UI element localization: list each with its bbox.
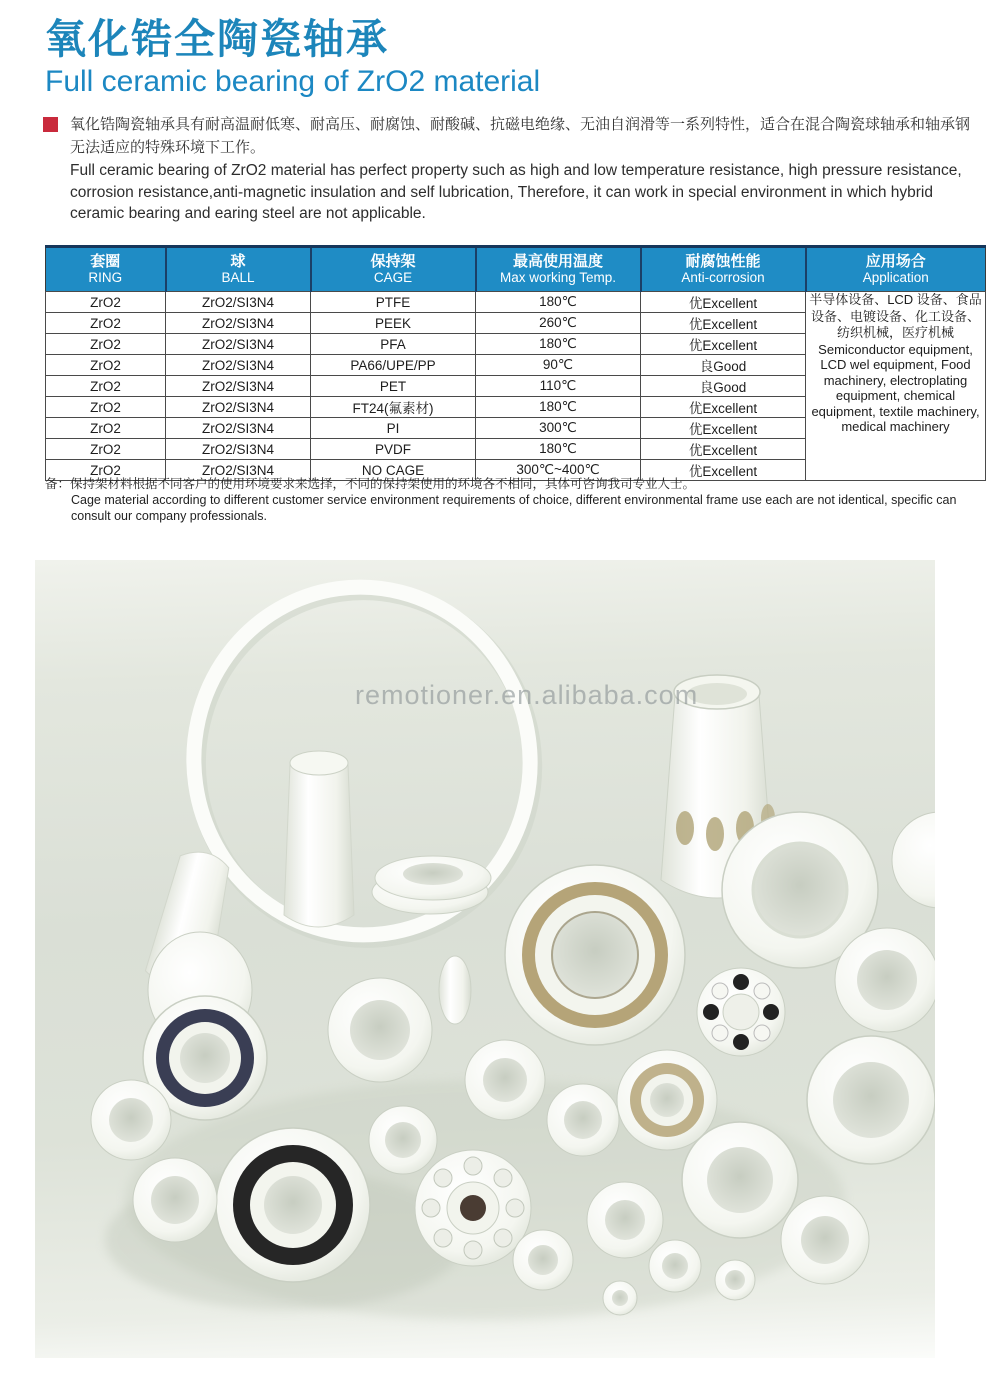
table-cell: 300℃ bbox=[476, 418, 641, 439]
column-header: 套圈 RING bbox=[46, 247, 166, 292]
spec-table-wrap bbox=[45, 245, 985, 481]
table-cell: 优Excellent bbox=[641, 418, 806, 439]
table-cell: ZrO2/SI3N4 bbox=[166, 355, 311, 376]
table-cell: ZrO2 bbox=[46, 460, 166, 481]
column-header: 保持架 CAGE bbox=[311, 247, 476, 292]
table-cell: PET bbox=[311, 376, 476, 397]
table-cell: ZrO2 bbox=[46, 397, 166, 418]
table-cell: ZrO2/SI3N4 bbox=[166, 334, 311, 355]
table-cell: 优Excellent bbox=[641, 292, 806, 313]
table-cell: 优Excellent bbox=[641, 439, 806, 460]
table-cell: 90℃ bbox=[476, 355, 641, 376]
red-square-bullet-icon bbox=[43, 117, 58, 132]
table-cell: 良Good bbox=[641, 376, 806, 397]
table-cell: 良Good bbox=[641, 355, 806, 376]
table-header-row bbox=[46, 247, 986, 292]
page-title-zh: 氧化锆全陶瓷轴承 bbox=[45, 16, 389, 62]
intro-text-en: Full ceramic bearing of ZrO2 material has perfect property such as high and low temperature resistance, high pressure resistance, corrosion resistance,anti-magnetic insulation and self lubrication, Therefore, it can work in special environment in which hybrid ceramic bearing and earing steel are not applicable. bbox=[70, 162, 962, 222]
spec-table bbox=[45, 245, 986, 481]
table-cell: ZrO2/SI3N4 bbox=[166, 376, 311, 397]
table-cell: ZrO2 bbox=[46, 292, 166, 313]
product-photo bbox=[35, 560, 935, 1358]
table-cell: 优Excellent bbox=[641, 397, 806, 418]
table-cell: 300℃~400℃ bbox=[476, 460, 641, 481]
table-cell: 优Excellent bbox=[641, 334, 806, 355]
intro-text-zh: 氧化锆陶瓷轴承具有耐高温耐低寒、耐高压、耐腐蚀、耐酸碱、抗磁电绝缘、无油自润滑等一系列特性，适合在混合陶瓷球轴承和轴承钢无法适应的特殊环境下工作。 bbox=[70, 116, 971, 156]
table-cell: 180℃ bbox=[476, 292, 641, 313]
table-cell: 优Excellent bbox=[641, 313, 806, 334]
intro-block bbox=[43, 113, 978, 225]
table-cell: ZrO2/SI3N4 bbox=[166, 313, 311, 334]
table-cell: PTFE bbox=[311, 292, 476, 313]
column-header: 球 BALL bbox=[166, 247, 311, 292]
table-cell: 180℃ bbox=[476, 334, 641, 355]
table-cell: ZrO2 bbox=[46, 313, 166, 334]
table-cell: ZrO2/SI3N4 bbox=[166, 439, 311, 460]
table-cell: ZrO2/SI3N4 bbox=[166, 460, 311, 481]
watermark-text: remotioner.en.alibaba.com bbox=[355, 680, 699, 710]
table-cell: PEEK bbox=[311, 313, 476, 334]
table-cell: ZrO2 bbox=[46, 355, 166, 376]
table-cell: 优Excellent bbox=[641, 460, 806, 481]
column-header: 耐腐蚀性能 Anti-corrosion bbox=[641, 247, 806, 292]
table-cell: ZrO2/SI3N4 bbox=[166, 397, 311, 418]
column-header: 最高使用温度 Max working Temp. bbox=[476, 247, 641, 292]
page-title-en: Full ceramic bearing of ZrO2 material bbox=[45, 65, 541, 98]
table-cell: PI bbox=[311, 418, 476, 439]
footnote-zh: 备：保持架材料根据不同客户的使用环境要求来选择，不同的保持架使用的环境各不相同，具体可咨询我司专业人士。 bbox=[45, 477, 696, 491]
table-cell: 110℃ bbox=[476, 376, 641, 397]
table-cell: PFA bbox=[311, 334, 476, 355]
table-cell: ZrO2 bbox=[46, 439, 166, 460]
table-cell: ZrO2/SI3N4 bbox=[166, 292, 311, 313]
table-cell: FT24(氟素材) bbox=[311, 397, 476, 418]
page-header bbox=[45, 16, 975, 100]
footnote-en: Cage material according to different customer service environment requirements of choice, different environmental frame use each are not identical, specific can consult our company professionals. bbox=[71, 493, 957, 523]
table-cell: PVDF bbox=[311, 439, 476, 460]
table-cell: ZrO2/SI3N4 bbox=[166, 418, 311, 439]
table-cell: ZrO2 bbox=[46, 418, 166, 439]
table-row bbox=[46, 292, 986, 313]
table-cell: NO CAGE bbox=[311, 460, 476, 481]
table-cell: 180℃ bbox=[476, 397, 641, 418]
table-cell: ZrO2 bbox=[46, 334, 166, 355]
table-cell: PA66/UPE/PP bbox=[311, 355, 476, 376]
application-cell: 半导体设备、LCD 设备、食品设备、电镀设备、化工设备、纺织机械，医疗机械 Semiconductor equipment, LCD wel equipment, Food machinery, electroplating equipment, chemical equipment, textile machinery, medical machinery bbox=[806, 292, 986, 481]
column-header: 应用场合 Application bbox=[806, 247, 986, 292]
table-cell: 260℃ bbox=[476, 313, 641, 334]
footnote bbox=[45, 476, 980, 524]
table-cell: 180℃ bbox=[476, 439, 641, 460]
table-cell: ZrO2 bbox=[46, 376, 166, 397]
